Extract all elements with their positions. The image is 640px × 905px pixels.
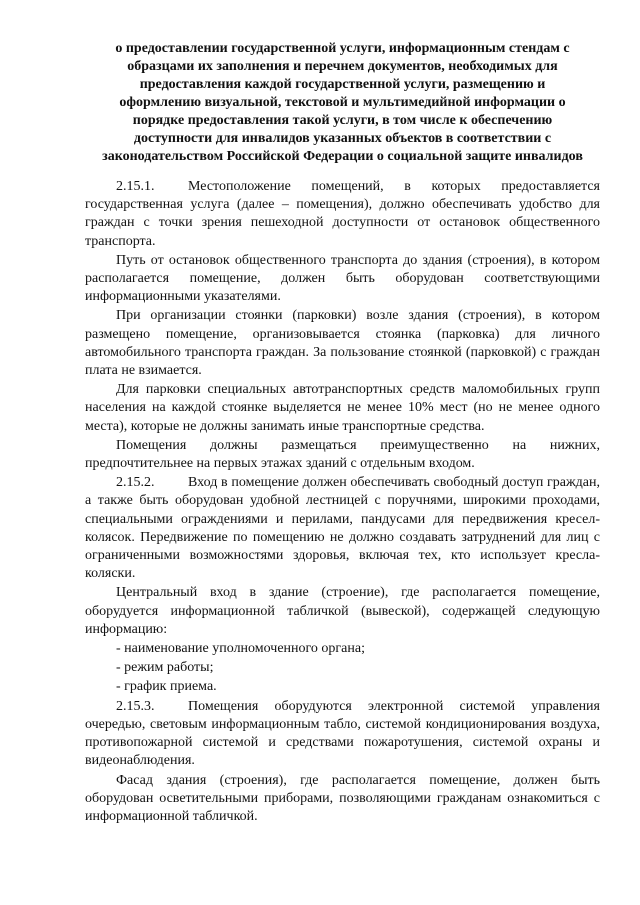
paragraph-2-15-2: [85, 474, 600, 583]
paragraph-entrance-sign: Центральный вход в здание (строение), где располагается помещение, оборудуется информационной табличкой (вывеской), содержащей следующую информацию:: [85, 585, 600, 637]
paragraph-text: Помещения оборудуются электронной системой управления очередью, световым информационным табло, системой кондиционирования воздуха, противопожарной системой и средствами пожаротушения, системой охраны и видеонаблюдения.: [85, 698, 600, 769]
heading-line: о предоставлении государственной услуги, информационным стендам с: [115, 41, 570, 56]
heading-line: законодательством Российской Федерации о социальной защите инвалидов: [102, 149, 583, 164]
paragraph-parking: При организации стоянки (парковки) возле здания (строения), в котором размещено помещение, организовывается стоянка (парковка) для личного автомобильного транспорта граждан. За пользование стоянкой (парковкой) с граждан плата не взимается.: [85, 308, 600, 379]
paragraph-2-15-1: [85, 178, 600, 251]
clause-number: 2.15.3.: [116, 698, 155, 714]
list-item: - наименование уполномоченного органа;: [116, 641, 365, 657]
paragraph-text: Местоположение помещений, в которых предоставляется государственная услуга (далее – помещения), должно обеспечивать удобство для граждан с точки зрения пешеходной доступности от остановок общественного транспорта.: [85, 179, 600, 249]
clause-number: 2.15.1.: [116, 179, 155, 194]
clause-number: 2.15.2.: [116, 475, 155, 491]
list-item: - режим работы;: [116, 660, 214, 676]
paragraph-disabled-parking: Для парковки специальных автотранспортных средств маломобильных групп населения на каждой стоянке выделяется не менее 10% мест (но не менее одного места), которые не должны занимать иные транспортные средства.: [85, 382, 600, 434]
paragraph-floor-location: Помещения должны размещаться преимущественно на нижних, предпочтительнее на первых этажах зданий с отдельным входом.: [85, 437, 600, 472]
section-heading: [85, 40, 600, 166]
list-item: - график приема.: [116, 679, 217, 695]
heading-line: предоставления каждой государственной услуги, размещению и: [139, 77, 546, 92]
paragraph-text: Вход в помещение должен обеспечивать свободный доступ граждан, а также быть оборудован удобной лестницей с поручнями, широкими проходами, специальными ограждениями и перилами, пандусами для передвижения кресел- колясок. Передвижение по помещению не должно создавать затруднений для лиц с ограниченными возможностями здоровья, включая тех, кто использует кресла- коляски.: [85, 475, 600, 582]
heading-line: доступности для инвалидов указанных объектов в соответствии с: [133, 131, 552, 146]
paragraph-2-15-3: [85, 698, 600, 771]
heading-line: образцами их заполнения и перечнем документов, необходимых для: [127, 59, 558, 74]
paragraph-path-signage: Путь от остановок общественного транспорта до здания (строения), в котором располагается помещение, должен быть оборудован соответствующими информационными указателями.: [85, 252, 600, 305]
paragraph-facade-lighting: Фасад здания (строения), где располагается помещение, должен быть оборудован осветительными приборами, позволяющими гражданам ознакомиться с информационной табличкой.: [85, 772, 600, 824]
heading-line: порядке предоставления такой услуги, в том числе к обеспечению: [132, 113, 553, 128]
heading-line: оформлению визуальной, текстовой и мультимедийной информации о: [119, 95, 566, 110]
